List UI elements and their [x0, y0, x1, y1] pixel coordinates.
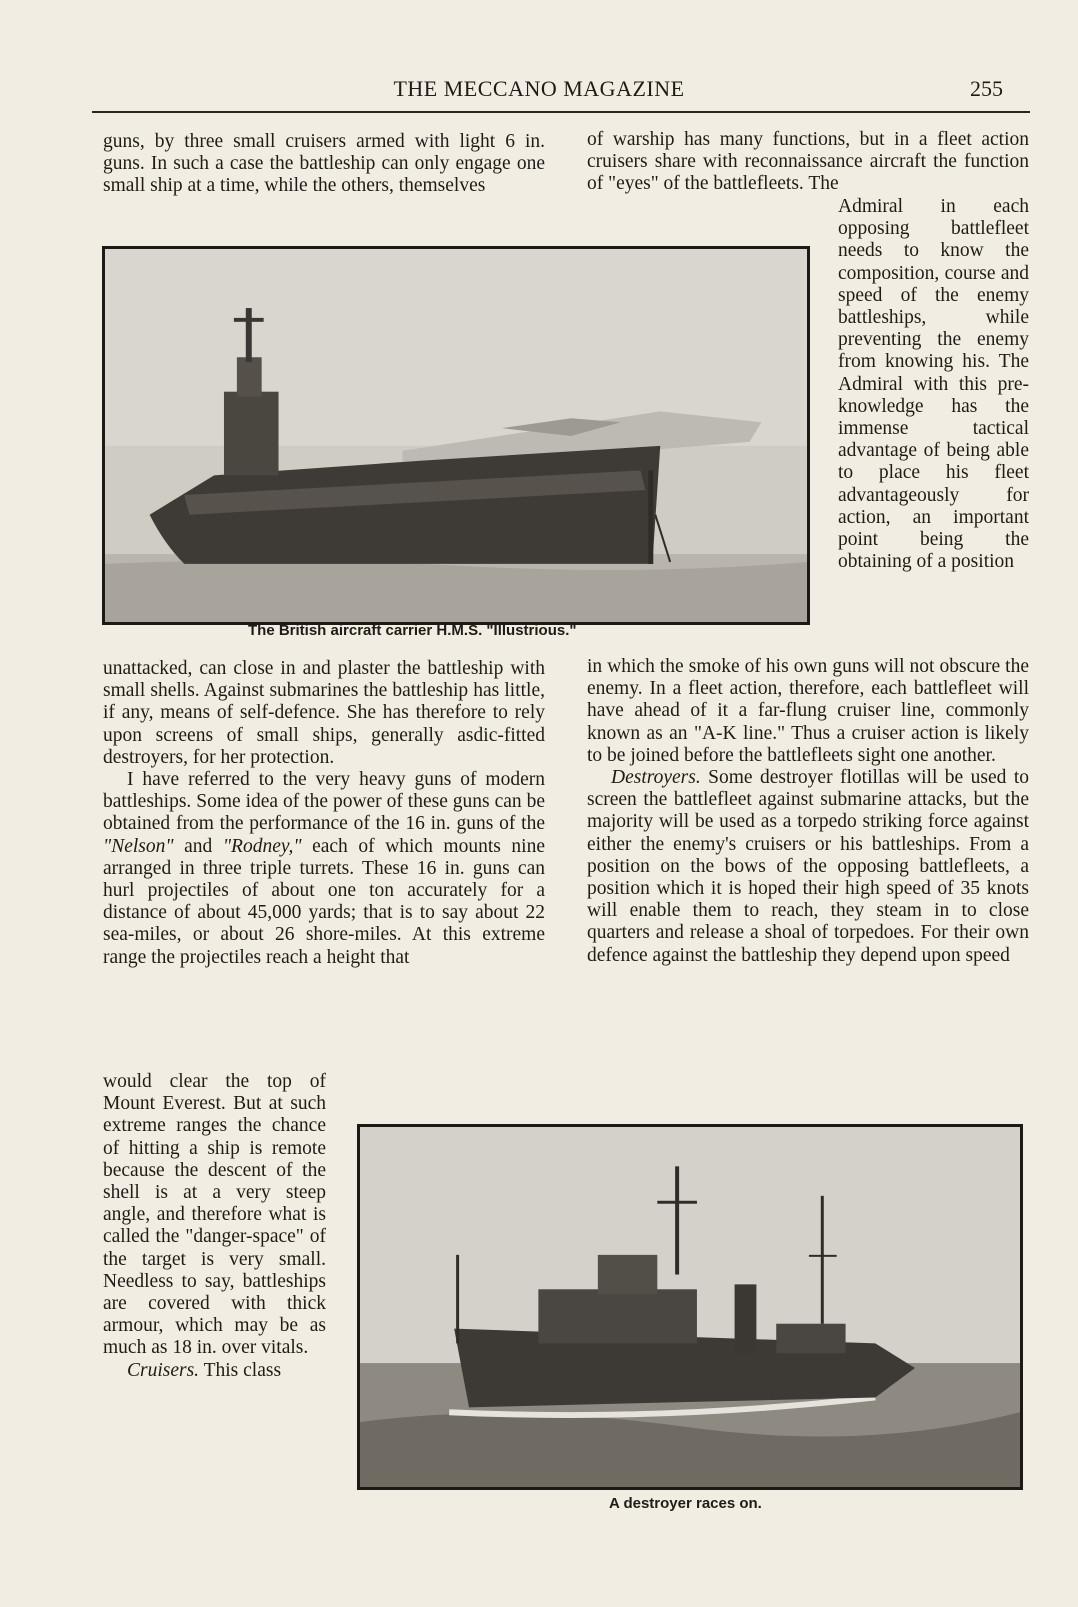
destroyer-photo [357, 1124, 1023, 1490]
aircraft-carrier-photo [102, 246, 810, 625]
destroyer-image [360, 1127, 1020, 1487]
left-column-middle [103, 658, 545, 969]
paragraph: in which the smoke of his own guns will not obscure the enemy. In a fleet action, therefore, each battlefleet will have ahead of it a far-flung cruiser line, commonly known as an "A-K line." Thus a cruiser action is likely to be joined before the battlefleets sight one another. [587, 656, 1029, 766]
right-column-middle [587, 656, 1029, 967]
left-narrow-column [103, 1071, 326, 1382]
section-heading-destroyers: Destroyers. [611, 767, 701, 789]
paragraph [587, 767, 1029, 967]
right-column-top [587, 129, 1029, 196]
paragraph: unattacked, can close in and plaster the battleship with small shells. Against submarines the battleship has little, if any, means of self-defence. She has therefore to rely upon screens of small ships, generally asdic-fitted destroyers, for her protection. [103, 658, 545, 768]
ship-name-rodney: "Rodney," [222, 835, 302, 857]
left-column-top [103, 131, 545, 198]
paragraph: Admiral in each opposing battlefleet needs to know the composition, course and speed of the enemy battleships, while preventing the enemy from knowing his. The Admiral with this pre-knowledge has the immense tactical advantage of being able to place his fleet advantageously for action, an important point being the obtaining of a position [838, 196, 1029, 573]
photo-caption-destroyer: A destroyer races on. [609, 1495, 762, 1512]
paragraph [103, 1360, 326, 1382]
ship-name-nelson: "Nelson" [103, 835, 174, 857]
text-span: and [184, 835, 213, 857]
header-rule [92, 111, 1030, 113]
paragraph: of warship has many functions, but in a fleet action cruisers share with reconnaissance aircraft the function of "eyes" of the battlefleets. The [587, 129, 1029, 195]
magazine-title: THE MECCANO MAGAZINE [393, 76, 685, 101]
paragraph [103, 769, 545, 969]
text-span: I have referred to the very heavy guns of modern battleships. Some idea of the power of these guns can be obtained from the performance of the 16 in. guns of the [103, 769, 545, 835]
paragraph: would clear the top of Mount Everest. But at such extreme ranges the chance of hitting a ship is remote because the descent of the shell is at a very steep angle, and therefore what is called the "danger-space" of the target is very small. Needless to say, battleships are covered with thick armour, which may be as much as 18 in. over vitals. [103, 1071, 326, 1359]
text-span: Some destroyer flotillas will be used to screen the battlefleet against submarine attacks, but the majority will be used as a torpedo striking force against either the enemy's cruisers or his battleships. From a position on the bows of the opposing battlefleets, a position which it is hoped their high speed of 35 knots will enable them to reach, they steam in to close quarters and release a shoal of torpedoes. For their own defence against the battleship they depend upon speed [587, 767, 1029, 966]
page-number: 255 [970, 76, 1003, 101]
right-narrow-column [838, 196, 1029, 573]
section-heading-cruisers: Cruisers. [127, 1359, 200, 1381]
text-span: This class [203, 1359, 282, 1381]
photo-caption-carrier: The British aircraft carrier H.M.S. "Illustrious." [248, 622, 577, 639]
text-span: each of which mounts nine arranged in three triple turrets. These 16 in. guns can hurl projectiles of about one ton accurately for a distance of about 45,000 yards; that is to say about 22 sea-miles, or about 26 shore-miles. At this extreme range the projectiles reach a height that [103, 835, 545, 968]
paragraph: guns, by three small cruisers armed with light 6 in. guns. In such a case the battleship can only engage one small ship at a time, while the others, themselves [103, 131, 545, 197]
aircraft-carrier-image [105, 249, 807, 622]
